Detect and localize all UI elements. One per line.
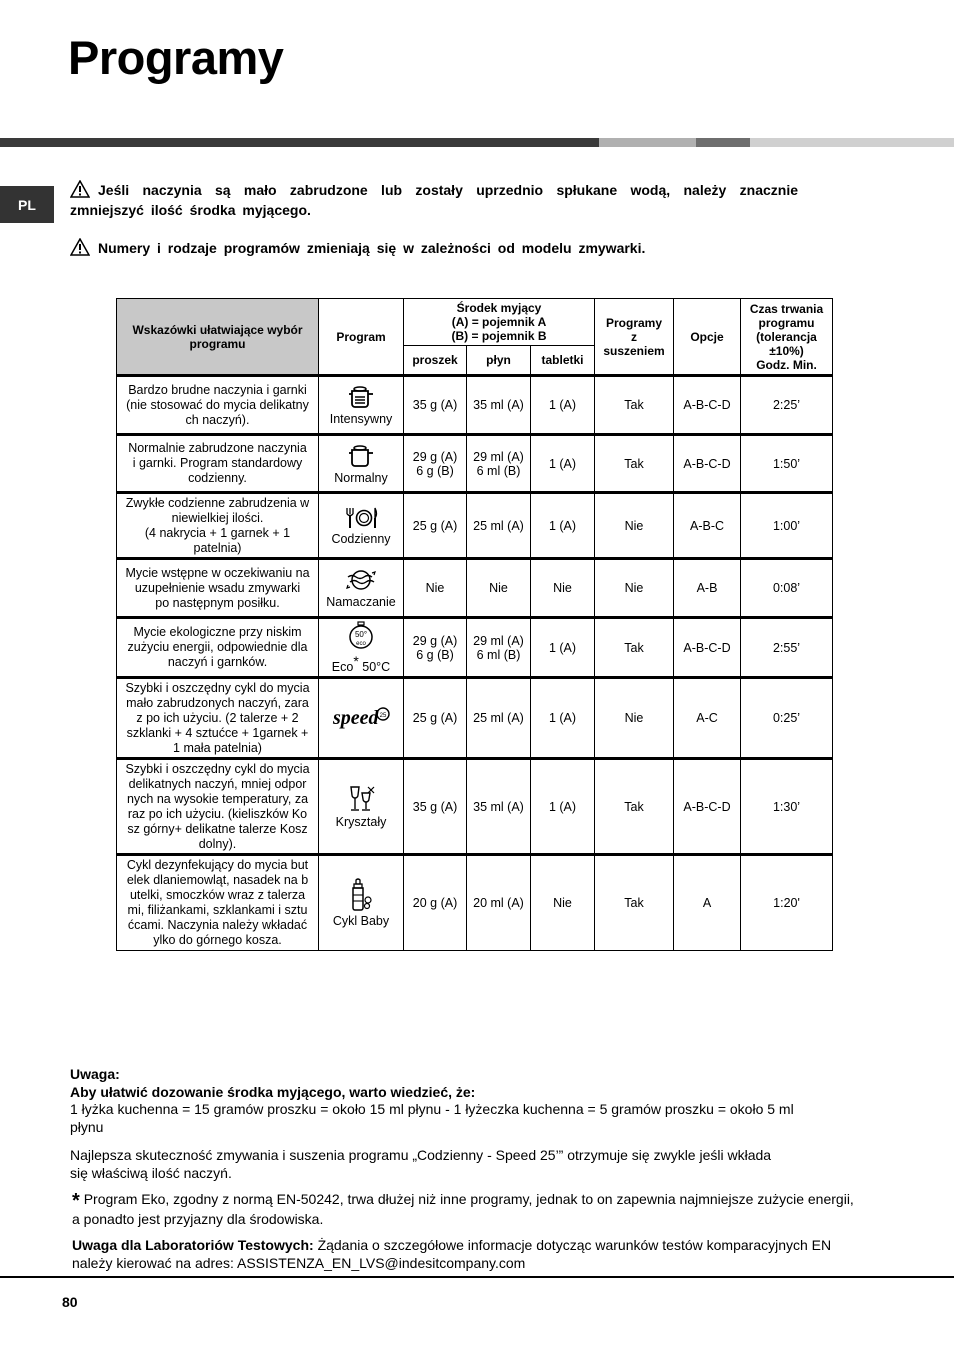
table-row [117,376,833,435]
cell-options: A-B-C-D [674,759,741,855]
cell-liquid: Nie [467,559,531,618]
header-tablets: tabletki [531,346,595,376]
cell-tablets: 1 (A) [531,493,595,559]
cell-duration: 1:00’ [741,493,833,559]
powder-line: 6 g (B) [416,463,454,478]
header-band-light [599,138,696,147]
cell-powder: 25 g (A) [404,678,467,759]
header-detergent [404,299,595,346]
notes-dosing-text: 1 łyżka kuchenna = 15 gramów proszku = około 15 ml płynu - 1 łyżeczka kuchenna = 5 gramów proszku = około 5 ml płynu [70,1101,794,1135]
program-name: Cykl Baby [332,914,390,928]
row-program [319,435,404,493]
desc-line: po następnym posiłku. [155,595,280,610]
desc-line: Mycie wstępne w oczekiwaniu na [125,565,310,580]
cell-options: A-B-C-D [674,376,741,435]
cell-drying: Tak [595,759,674,855]
row-program [319,855,404,951]
header-duration-l3: (tolerancja [756,329,817,344]
program-name: Intensywny [329,412,393,426]
cell-tablets: 1 (A) [531,376,595,435]
cell-tablets: 1 (A) [531,435,595,493]
powder-line: 29 g (A) [412,449,458,464]
cell-drying: Nie [595,559,674,618]
cell-liquid: 25 ml (A) [467,493,531,559]
svg-text:eco: eco [356,640,366,647]
language-tab: PL [0,186,54,223]
cell-liquid: 35 ml (A) [467,376,531,435]
crystal-glasses-icon [346,785,376,813]
cell-duration: 1:50’ [741,435,833,493]
speed-icon [331,704,391,730]
desc-line: ch naczyń). [185,412,250,427]
cell-powder: Nie [404,559,467,618]
desc-line: codzienny. [188,471,247,485]
desc-line: zużyciu energii, odpowiednie dla [127,640,308,654]
notes-uwaga: Uwaga: [70,1066,120,1082]
cell-options: A-C [674,678,741,759]
header-band-dark [0,138,599,147]
cell-liquid [467,618,531,678]
liquid-line: 29 ml (A) [473,449,524,464]
cell-powder: 25 g (A) [404,493,467,559]
notes-eco-text: Program Eko, zgodny z normą EN-50242, trwa dłużej niż inne programy, jednak to on zapewnia najmniejsze zużycie energii, a ponadto jest przyjazny dla środowiska. [72,1191,854,1227]
cell-tablets: 1 (A) [531,759,595,855]
row-program [319,376,404,435]
cell-powder: 35 g (A) [404,759,467,855]
cell-tablets: Nie [531,855,595,951]
notes-lab [70,1237,860,1272]
page-number: 80 [62,1294,78,1310]
desc-line: delikatnych naczyń, mniej odpor [128,776,307,791]
desc-line: Normalnie zabrudzone naczynia [128,441,307,455]
desc-line: elek dlaniemowląt, nasadek na b [126,873,309,887]
pot-intensive-icon [347,384,375,410]
warning-triangle-icon [70,180,90,198]
header-detergent-l2: (A) = pojemnik A [451,315,547,329]
table-row [117,678,833,759]
desc-line: mało zabrudzonych naczyń, zara [126,695,309,710]
program-name-main: Eco [331,660,354,675]
row-description [117,618,319,678]
desc-line: niewielkiej ilości. [171,510,264,525]
header-drying-l3: suszeniem [603,343,665,358]
row-description [117,435,319,493]
row-description [117,855,319,951]
desc-line: 1 mała patelnia) [173,740,262,755]
pot-normal-icon [347,443,375,469]
liquid-line: 6 ml (B) [476,647,521,662]
powder-line: 6 g (B) [416,647,454,662]
notes-lab-text: Żądania o szczegółowe informacje dotycząc warunków testów komparacyjnych EN należy kierować na adres: ASSISTENZA_EN_LVS@indesitcompany.com [72,1237,832,1271]
desc-line: sz górny+ delikatne talerze Kosz [127,821,308,836]
program-name: Namaczanie [326,595,396,609]
header-options: Opcje [674,299,741,376]
desc-line: (nie stosować do mycia delikatny [126,397,309,412]
table-row [117,493,833,559]
header-duration-l5: Godz. Min. [756,357,817,372]
warning-1 [70,180,798,220]
cell-tablets: 1 (A) [531,618,595,678]
table-row [117,759,833,855]
desc-line: z po ich użyciu. (2 talerze + 2 [136,710,299,725]
cell-liquid: 20 ml (A) [467,855,531,951]
liquid-line: 6 ml (B) [476,463,521,478]
header-program: Program [319,299,404,376]
row-program [319,559,404,618]
desc-line: Cykl dezynfekujący do mycia but [126,858,309,872]
cell-drying: Nie [595,678,674,759]
cell-options: A [674,855,741,951]
liquid-line: 29 ml (A) [473,633,524,648]
warning-2-text: Numery i rodzaje programów zmieniają się w zależności od modelu zmywarki. [98,240,646,256]
header-duration-l4: ±10%) [769,343,804,358]
notes-best-result: Najlepsza skuteczność zmywania i suszenia programu „Codzienny - Speed 25’” otrzymuje się zwykle jeśli wkłada się właściwą ilość naczyń. [70,1147,772,1181]
desc-line: Zwykłe codzienne zabrudzenia w [125,495,310,510]
cell-options: A-B-C-D [674,435,741,493]
row-description [117,759,319,855]
cell-powder [404,435,467,493]
desc-line: raz po ich użyciu. (kieliszków Ko [127,806,308,821]
cell-powder: 35 g (A) [404,376,467,435]
cell-drying: Tak [595,435,674,493]
row-program [319,618,404,678]
cell-tablets: Nie [531,559,595,618]
header-duration-l1: Czas trwania [749,301,824,316]
desc-line: nych na wysokie temperatury, za [126,791,309,806]
svg-text:speed: speed [333,707,379,729]
program-name-suffix: 50°C [362,660,391,675]
desc-line: Bardzo brudne naczynia i garnki [128,382,307,397]
eco-star: * [72,1190,80,1212]
baby-bottle-icon [348,878,374,912]
header-liquid: płyn [467,346,531,376]
cell-duration: 0:25’ [741,678,833,759]
cell-drying: Nie [595,493,674,559]
header-band-pale [750,138,954,147]
cell-duration: 1:30’ [741,759,833,855]
svg-text:25: 25 [379,713,387,719]
cell-duration: 2:25’ [741,376,833,435]
program-name: Kryształy [335,814,387,829]
desc-line: Szybki i oszczędny cykl do mycia [125,761,310,776]
footer-rule [0,1276,954,1278]
header-detergent-l1: Środek myjący [456,301,542,315]
notes-section [70,1066,860,1272]
cutlery-plate-icon [343,506,379,530]
cell-drying: Tak [595,618,674,678]
cell-options: A-B-C-D [674,618,741,678]
header-drying [595,299,674,376]
desc-line: (4 nakrycia + 1 garnek + 1 [144,525,291,540]
cell-powder [404,618,467,678]
cell-powder: 20 g (A) [404,855,467,951]
header-drying-l1: Programy [606,315,663,330]
warning-1-text: Jeśli naczynia są mało zabrudzone lub zostały uprzednio spłukane wodą, należy znacznie zmniejszyć ilość środka myjącego. [70,182,798,218]
cell-liquid [467,435,531,493]
cell-drying: Tak [595,376,674,435]
cell-duration: 0:08’ [741,559,833,618]
svg-text:50°: 50° [354,629,368,639]
desc-line: mi, filiżankami, szklankami i sztu [127,903,308,917]
cell-tablets: 1 (A) [531,678,595,759]
row-program [319,493,404,559]
row-description [117,493,319,559]
program-name: Normalny [334,470,388,485]
header-duration-l2: programu [758,315,815,330]
cell-drying: Tak [595,855,674,951]
row-program [319,759,404,855]
desc-line: Mycie ekologiczne przy niskim [133,625,302,639]
desc-line: Szybki i oszczędny cykl do mycia [125,680,310,695]
desc-line: patelnia) [193,540,242,555]
warning-triangle-icon [70,238,90,256]
row-program [319,678,404,759]
desc-line: naczyń i garnków. [167,655,268,669]
desc-line: ylko do górnego kosza. [153,933,282,947]
header-powder: proszek [404,346,467,376]
program-table [116,298,833,951]
desc-line: i garnki. Program standardowy [132,456,303,470]
table-row [117,559,833,618]
desc-line: utelki, smoczków wraz z talerza [129,888,306,902]
soak-icon [346,567,376,593]
cell-options: A-B-C [674,493,741,559]
desc-line: dolny). [198,836,237,851]
powder-line: 29 g (A) [412,633,458,648]
cell-duration: 2:55’ [741,618,833,678]
cell-duration: 1:20' [741,855,833,951]
header-drying-l2: z [631,329,638,344]
header-duration [741,299,833,376]
notes-dosing-heading: Aby ułatwić dozowanie środka myjącego, warto wiedzieć, że: [70,1083,476,1100]
desc-line: szklanki + 4 sztućce + 1garnek + [126,725,309,740]
eco-50-icon [347,621,375,651]
cell-liquid: 25 ml (A) [467,678,531,759]
table-row [117,435,833,493]
page-title: Programy [68,31,284,84]
cell-liquid: 35 ml (A) [467,759,531,855]
row-description [117,678,319,759]
program-name: Codzienny [331,531,391,546]
row-description [117,376,319,435]
warning-2 [70,238,798,258]
table-row [117,855,833,951]
row-description [117,559,319,618]
header-detergent-l3: (B) = pojemnik B [451,329,547,343]
desc-line: ćcami. Naczynia należy wkładać [127,918,308,932]
notes-eco [70,1191,860,1228]
header-hint: Wskazówki ułatwiające wybór programu [117,299,319,376]
program-name [319,653,403,674]
notes-lab-heading: Uwaga dla Laboratoriów Testowych: [72,1237,314,1253]
cell-options: A-B [674,559,741,618]
desc-line: uzupełnienie wsadu zmywarki [134,580,301,595]
eco-star: * [353,652,359,669]
table-row [117,618,833,678]
header-band-mid [696,138,750,147]
